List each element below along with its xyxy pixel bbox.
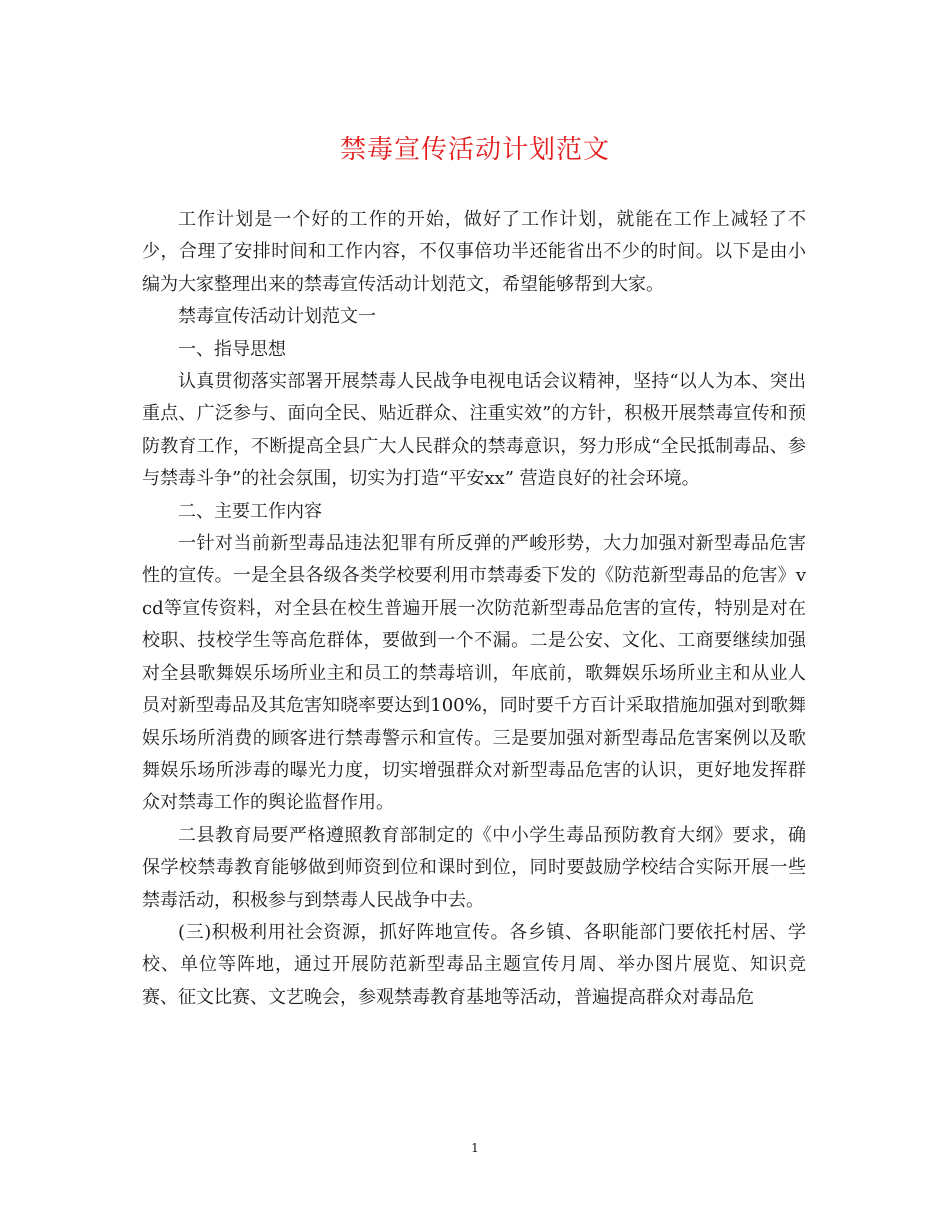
paragraph-main-work-one: 一针对当前新型毒品违法犯罪有所反弹的严峻形势，大力加强对新型毒品危害性的宣传。一是全县各级各类学校要利用市禁毒委下发的《防范新型毒品的危害》vcd等宣传资料，对全县在校生普遍开展一次防范新型毒品危害的宣传，特别是对在校职、技校学生等高危群体，要做到一个不漏。二是公安、文化、工商要继续加强对全县歌舞娱乐场所业主和员工的禁毒培训，年底前，歌舞娱乐场所业主和从业人员对新型毒品及其危害知晓率要达到100%，同时要千方百计采取措施加强对到歌舞娱乐场所消费的顾客进行禁毒警示和宣传。三是要加强对新型毒品危害案例以及歌舞娱乐场所涉毒的曝光力度，切实增强群众对新型毒品危害的认识，更好地发挥群众对禁毒工作的舆论监督作用。 xyxy=(142,533,806,814)
document-body xyxy=(142,204,806,1014)
document-title: 禁毒宣传活动计划范文 xyxy=(339,135,610,165)
paragraph-main-work-three: (三)积极利用社会资源，抓好阵地宣传。各乡镇、各职能部门要依托村居、学校、单位等阵地，通过开展防范新型毒品主题宣传月周、举办图片展览、知识竞赛、征文比赛、文艺晚会，参观禁毒教育基地等活动，普遍提高群众对毒品危 xyxy=(142,921,806,1008)
paragraph-intro: 工作计划是一个好的工作的开始，做好了工作计划，就能在工作上减轻了不少，合理了安排时间和工作内容，不仅事倍功半还能省出不少的时间。以下是由小编为大家整理出来的禁毒宣传活动计划范文，希望能够帮到大家。 xyxy=(142,209,806,295)
paragraph-heading-main-work: 二、主要工作内容 xyxy=(178,500,322,522)
page-number: 1 xyxy=(471,1141,479,1155)
paragraph-guiding-thought: 认真贯彻落实部署开展禁毒人民战争电视电话会议精神，坚持“以人为本、突出重点、广泛参与、面向全民、贴近群众、注重实效”的方针，积极开展禁毒宣传和预防教育工作，不断提高全县广大人民群众的禁毒意识，努力形成“全民抵制毒品、参与禁毒斗争”的社会氛围，切实为打造“平安xx” 营造良好的社会环境。 xyxy=(142,371,806,490)
paragraph-main-work-two: 二县教育局要严格遵照教育部制定的《中小学生毒品预防教育大纲》要求，确保学校禁毒教育能够做到师资到位和课时到位，同时要鼓励学校结合实际开展一些禁毒活动，积极参与到禁毒人民战争中去。 xyxy=(142,824,806,911)
paragraph-heading-guiding-thought: 一、指导思想 xyxy=(178,338,286,360)
paragraph-section-title: 禁毒宣传活动计划范文一 xyxy=(178,306,376,328)
